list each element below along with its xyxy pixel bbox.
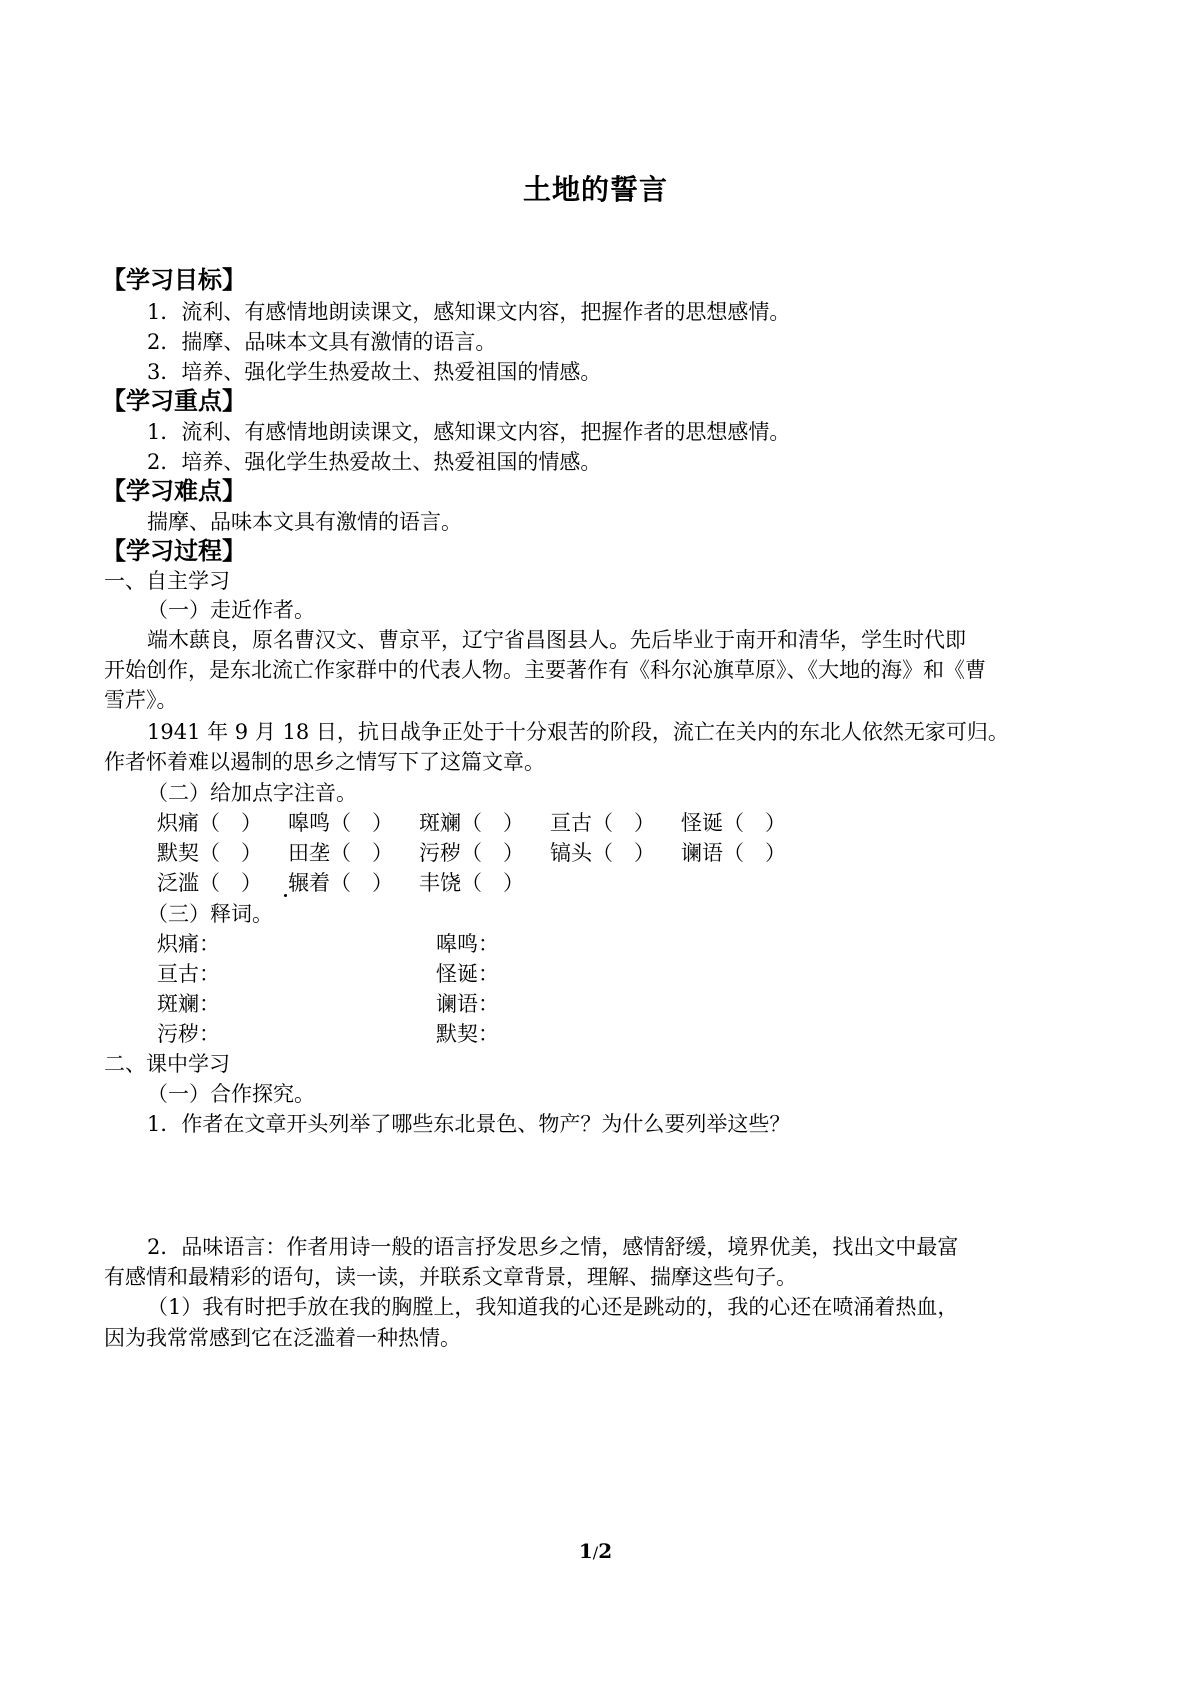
define-label: （三）释词。 xyxy=(147,902,273,926)
author-paragraph-line: 开始创作，是东北流亡作家群中的代表人物。主要著作有《科尔沁旗草原》、《大地的海》和《曹 xyxy=(104,658,986,682)
page-current: 1 xyxy=(578,1539,593,1563)
define-item: 炽痛： xyxy=(157,932,220,956)
pinyin-item: 泛滥（ ） xyxy=(157,871,262,895)
pinyin-item: 炽痛（ ） xyxy=(157,811,262,835)
question-2-line: 2．品味语言：作者用诗一般的语言抒发思乡之情，感情舒缓，境界优美，找出文中最富 xyxy=(147,1235,959,1259)
objective-item: 2．揣摩、品味本文具有激情的语言。 xyxy=(147,330,497,354)
pinyin-item: 怪诞（ ） xyxy=(681,811,786,835)
quote-line: 因为我常常感到它在泛滥着一种热情。 xyxy=(104,1326,461,1350)
pinyin-item: 亘古（ ） xyxy=(550,811,655,835)
objectives-heading: 【学习目标】 xyxy=(102,265,246,294)
define-item: 嗥鸣： xyxy=(436,932,499,956)
define-item: 默契： xyxy=(436,1022,499,1046)
define-item: 污秽： xyxy=(157,1022,220,1046)
pinyin-item: 田垄（ ） xyxy=(288,841,393,865)
page-title: 土地的誓言 xyxy=(522,173,668,206)
author-label: （一）走近作者。 xyxy=(147,598,315,622)
define-item: 亘古： xyxy=(157,962,220,986)
key-point-item: 1．流利、有感情地朗读课文，感知课文内容，把握作者的思想感情。 xyxy=(147,420,791,444)
pinyin-item: 辗着（ ） xyxy=(288,871,393,895)
part2-label: 二、课中学习 xyxy=(104,1052,230,1076)
pinyin-item: 镐头（ ） xyxy=(550,841,655,865)
define-item: 谰语： xyxy=(436,992,499,1016)
pinyin-item: 丰饶（ ） xyxy=(419,871,524,895)
process-heading: 【学习过程】 xyxy=(102,536,246,565)
author-paragraph-line: 雪芹》。 xyxy=(104,688,178,712)
part1-label: 一、自主学习 xyxy=(104,569,230,593)
difficulty-item: 揣摩、品味本文具有激情的语言。 xyxy=(147,510,462,534)
pinyin-label: （二）给加点字注音。 xyxy=(147,781,357,805)
background-paragraph-line: 作者怀着难以遏制的思乡之情写下了这篇文章。 xyxy=(104,750,545,774)
emphasis-dot xyxy=(284,894,287,897)
background-paragraph-line: 1941 年 9 月 18 日，抗日战争正处于十分艰苦的阶段，流亡在关内的东北人依然无家可归。 xyxy=(147,720,1009,744)
page-number xyxy=(0,1539,1191,1563)
question-1: 1．作者在文章开头列举了哪些东北景色、物产？为什么要列举这些？ xyxy=(147,1112,791,1136)
page-total: 2 xyxy=(598,1539,613,1563)
pinyin-item: 污秽（ ） xyxy=(419,841,524,865)
key-point-item: 2．培养、强化学生热爱故土、热爱祖国的情感。 xyxy=(147,450,602,474)
difficulties-heading: 【学习难点】 xyxy=(102,476,246,505)
author-paragraph-line: 端木蕻良，原名曹汉文、曹京平，辽宁省昌图县人。先后毕业于南开和清华，学生时代即 xyxy=(147,628,966,652)
objective-item: 1．流利、有感情地朗读课文，感知课文内容，把握作者的思想感情。 xyxy=(147,300,791,324)
pinyin-item: 默契（ ） xyxy=(157,841,262,865)
question-2-line: 有感情和最精彩的语句，读一读，并联系文章背景，理解、揣摩这些句子。 xyxy=(104,1265,797,1289)
define-item: 怪诞： xyxy=(436,962,499,986)
define-item: 斑斓： xyxy=(157,992,220,1016)
key-points-heading: 【学习重点】 xyxy=(102,386,246,415)
cooperative-label: （一）合作探究。 xyxy=(147,1082,315,1106)
pinyin-item: 谰语（ ） xyxy=(681,841,786,865)
objective-item: 3．培养、强化学生热爱故土、热爱祖国的情感。 xyxy=(147,360,602,384)
quote-line: （1）我有时把手放在我的胸膛上，我知道我的心还是跳动的，我的心还在喷涌着热血， xyxy=(147,1295,959,1319)
page-separator: / xyxy=(592,1543,599,1562)
pinyin-item: 斑斓（ ） xyxy=(419,811,524,835)
pinyin-item: 嗥鸣（ ） xyxy=(288,811,393,835)
